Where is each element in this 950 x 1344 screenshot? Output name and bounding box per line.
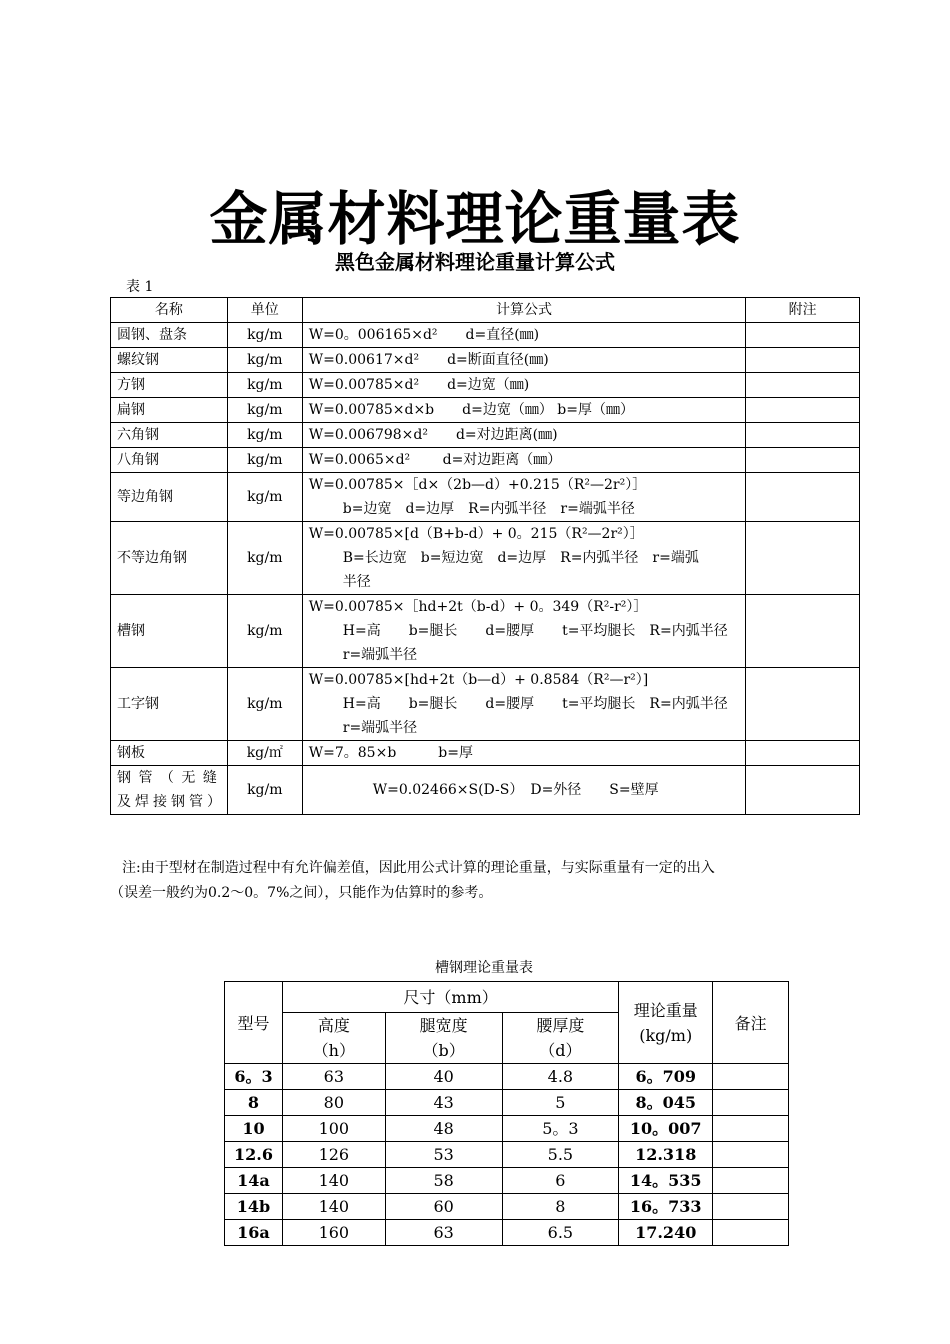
formula-line: W=0.00785×［d×（2b—d）+0.215（R²—2r²）］ bbox=[308, 477, 647, 493]
formula-legend: 半径 bbox=[342, 574, 371, 590]
formula-line: W=0。006165×d² d=直径(㎜) bbox=[308, 327, 540, 343]
table-row bbox=[225, 1168, 789, 1194]
footnote bbox=[110, 856, 850, 906]
formula-line: W=0.00785×［hd+2t（b-d）+ 0。349（R²-r²）］ bbox=[308, 599, 648, 615]
header-height-label: 高度 bbox=[317, 1016, 350, 1035]
model-cell: 14b bbox=[225, 1194, 283, 1220]
leg-cell: 40 bbox=[385, 1064, 502, 1090]
material-name: 钢板 bbox=[111, 741, 228, 766]
page-title: 金属材料理论重量表 bbox=[209, 185, 741, 253]
formula-cell bbox=[302, 473, 745, 522]
weight-cell: 16。733 bbox=[619, 1194, 713, 1220]
note-cell bbox=[746, 448, 860, 473]
material-name: 六角钢 bbox=[111, 423, 228, 448]
model-cell: 14a bbox=[225, 1168, 283, 1194]
unit-cell: kg/m bbox=[227, 398, 302, 423]
model-cell: 16a bbox=[225, 1220, 283, 1246]
unit-cell: kg/m bbox=[227, 348, 302, 373]
formula-line: W=0.00785×d×b d=边宽（㎜） b=厚（㎜） bbox=[308, 402, 634, 418]
unit-cell: kg/m bbox=[227, 323, 302, 348]
table-row bbox=[111, 766, 860, 815]
header-weight bbox=[619, 982, 713, 1064]
unit-cell: kg/m bbox=[227, 522, 302, 595]
formula-cell bbox=[302, 373, 745, 398]
formula-legend: r=端弧半径 bbox=[342, 647, 418, 663]
header-note: 附注 bbox=[746, 298, 860, 323]
channel-table-caption: 槽钢理论重量表 bbox=[435, 960, 533, 976]
header-waist-label: 腰厚度 bbox=[536, 1016, 585, 1035]
height-cell: 126 bbox=[282, 1142, 385, 1168]
unit-cell: kg/m bbox=[227, 473, 302, 522]
waist-cell: 5 bbox=[502, 1090, 619, 1116]
table-row bbox=[111, 522, 860, 595]
model-cell: 10 bbox=[225, 1116, 283, 1142]
header-waist-symbol: （d） bbox=[539, 1041, 582, 1060]
formula-legend: b=边宽 d=边厚 R=内弧半径 r=端弧半径 bbox=[342, 501, 635, 517]
header-height bbox=[282, 1013, 385, 1064]
table-row bbox=[111, 448, 860, 473]
unit-cell: kg/m bbox=[227, 668, 302, 741]
header-weight-unit: (kg/m) bbox=[639, 1025, 693, 1045]
waist-cell: 6.5 bbox=[502, 1220, 619, 1246]
weight-cell: 6。709 bbox=[619, 1064, 713, 1090]
unit-cell: kg/㎡ bbox=[227, 741, 302, 766]
waist-cell: 5。3 bbox=[502, 1116, 619, 1142]
leg-cell: 53 bbox=[385, 1142, 502, 1168]
formula-legend: H=高 b=腿长 d=腰厚 t=平均腿长 R=内弧半径 bbox=[342, 623, 728, 639]
table-row bbox=[111, 373, 860, 398]
table-row bbox=[111, 323, 860, 348]
note-cell bbox=[746, 595, 860, 668]
header-waist bbox=[502, 1013, 619, 1064]
formula-line: W=0.02466×S(D-S） D=外径 S=壁厚 bbox=[372, 782, 659, 798]
formula-cell bbox=[302, 595, 745, 668]
formula-legend: r=端弧半径 bbox=[342, 720, 418, 736]
formula-legend: H=高 b=腿长 d=腰厚 t=平均腿长 R=内弧半径 bbox=[342, 696, 728, 712]
unit-cell: kg/m bbox=[227, 373, 302, 398]
footnote-line: （误差一般约为0.2～0。7%之间），只能作为估算时的参考。 bbox=[110, 885, 493, 901]
formula-line: W=0.0065×d² d=对边距离（㎜） bbox=[308, 452, 562, 468]
waist-cell: 5.5 bbox=[502, 1142, 619, 1168]
material-name: 不等边角钢 bbox=[111, 522, 228, 595]
formula-line: W=0.00785×[hd+2t（b—d）+ 0.8584（R²—r²）] bbox=[308, 672, 649, 688]
table-row bbox=[111, 348, 860, 373]
material-name: 方钢 bbox=[111, 373, 228, 398]
table-row bbox=[111, 741, 860, 766]
material-name: 扁钢 bbox=[111, 398, 228, 423]
table-row bbox=[225, 1116, 789, 1142]
height-cell: 140 bbox=[282, 1194, 385, 1220]
formula-line: W=0.00617×d² d=断面直径(㎜) bbox=[308, 352, 549, 368]
height-cell: 160 bbox=[282, 1220, 385, 1246]
note-cell bbox=[746, 668, 860, 741]
formula-cell bbox=[302, 398, 745, 423]
unit-cell: kg/m bbox=[227, 766, 302, 815]
note-cell bbox=[746, 473, 860, 522]
table-row bbox=[111, 473, 860, 522]
height-cell: 80 bbox=[282, 1090, 385, 1116]
remark-cell bbox=[713, 1090, 789, 1116]
formula-line: W=7。85×b b=厚 bbox=[308, 745, 473, 761]
note-cell bbox=[746, 323, 860, 348]
waist-cell: 8 bbox=[502, 1194, 619, 1220]
formula-table-header-row bbox=[111, 298, 860, 323]
leg-cell: 48 bbox=[385, 1116, 502, 1142]
note-cell bbox=[746, 423, 860, 448]
formula-line: W=0.00785×[d（B+b-d）+ 0。215（R²—2r²）］ bbox=[308, 526, 644, 542]
header-size: 尺寸（mm） bbox=[282, 982, 618, 1013]
material-name: 螺纹钢 bbox=[111, 348, 228, 373]
model-cell: 8 bbox=[225, 1090, 283, 1116]
channel-weight-table bbox=[224, 981, 789, 1246]
leg-cell: 43 bbox=[385, 1090, 502, 1116]
formula-cell bbox=[302, 448, 745, 473]
table-row bbox=[111, 668, 860, 741]
header-name: 名称 bbox=[111, 298, 228, 323]
height-cell: 63 bbox=[282, 1064, 385, 1090]
formula-legend: B=长边宽 b=短边宽 d=边厚 R=内弧半径 r=端弧 bbox=[342, 550, 699, 566]
table-row bbox=[225, 1090, 789, 1116]
material-name: 圆钢、盘条 bbox=[111, 323, 228, 348]
page-subtitle: 黑色金属材料理论重量计算公式 bbox=[335, 250, 615, 274]
header-leg-label: 腿宽度 bbox=[419, 1016, 468, 1035]
footnote-line: 注:由于型材在制造过程中有允许偏差值，因此用公式计算的理论重量，与实际重量有一定的出入 bbox=[122, 860, 715, 876]
header-weight-label: 理论重量 bbox=[633, 1000, 698, 1020]
unit-cell: kg/m bbox=[227, 595, 302, 668]
formula-line: W=0.00785×d² d=边宽（㎜) bbox=[308, 377, 530, 393]
weight-cell: 17.240 bbox=[619, 1220, 713, 1246]
formula-table bbox=[110, 297, 860, 815]
header-model: 型号 bbox=[225, 982, 283, 1064]
unit-cell: kg/m bbox=[227, 448, 302, 473]
note-cell bbox=[746, 373, 860, 398]
table-row bbox=[111, 595, 860, 668]
material-name: 钢管（无缝及焊接钢管） bbox=[111, 766, 228, 815]
remark-cell bbox=[713, 1064, 789, 1090]
weight-cell: 14。535 bbox=[619, 1168, 713, 1194]
formula-cell bbox=[302, 423, 745, 448]
table-row bbox=[225, 1064, 789, 1090]
material-name: 槽钢 bbox=[111, 595, 228, 668]
header-remark: 备注 bbox=[713, 982, 789, 1064]
height-cell: 100 bbox=[282, 1116, 385, 1142]
remark-cell bbox=[713, 1220, 789, 1246]
material-name: 等边角钢 bbox=[111, 473, 228, 522]
leg-cell: 60 bbox=[385, 1194, 502, 1220]
table-row bbox=[225, 1194, 789, 1220]
leg-cell: 63 bbox=[385, 1220, 502, 1246]
remark-cell bbox=[713, 1142, 789, 1168]
header-unit: 单位 bbox=[227, 298, 302, 323]
formula-cell bbox=[302, 522, 745, 595]
table-row bbox=[225, 1142, 789, 1168]
formula-cell bbox=[302, 348, 745, 373]
note-cell bbox=[746, 741, 860, 766]
note-cell bbox=[746, 348, 860, 373]
weight-cell: 12.318 bbox=[619, 1142, 713, 1168]
note-cell bbox=[746, 398, 860, 423]
weight-cell: 8。045 bbox=[619, 1090, 713, 1116]
header-leg bbox=[385, 1013, 502, 1064]
remark-cell bbox=[713, 1168, 789, 1194]
remark-cell bbox=[713, 1116, 789, 1142]
model-cell: 12.6 bbox=[225, 1142, 283, 1168]
remark-cell bbox=[713, 1194, 789, 1220]
height-cell: 140 bbox=[282, 1168, 385, 1194]
formula-cell bbox=[302, 766, 745, 815]
header-formula: 计算公式 bbox=[302, 298, 745, 323]
table-number-label: 表 1 bbox=[126, 279, 154, 295]
weight-cell: 10。007 bbox=[619, 1116, 713, 1142]
material-name: 八角钢 bbox=[111, 448, 228, 473]
formula-cell bbox=[302, 741, 745, 766]
material-name: 工字钢 bbox=[111, 668, 228, 741]
formula-cell bbox=[302, 668, 745, 741]
waist-cell: 4.8 bbox=[502, 1064, 619, 1090]
header-height-symbol: （h） bbox=[312, 1041, 355, 1060]
model-cell: 6。3 bbox=[225, 1064, 283, 1090]
formula-line: W=0.006798×d² d=对边距离(㎜) bbox=[308, 427, 558, 443]
note-cell bbox=[746, 766, 860, 815]
table-row bbox=[111, 398, 860, 423]
note-cell bbox=[746, 522, 860, 595]
formula-cell bbox=[302, 323, 745, 348]
header-leg-symbol: （b） bbox=[422, 1041, 465, 1060]
waist-cell: 6 bbox=[502, 1168, 619, 1194]
table-row bbox=[111, 423, 860, 448]
leg-cell: 58 bbox=[385, 1168, 502, 1194]
unit-cell: kg/m bbox=[227, 423, 302, 448]
table-row bbox=[225, 1220, 789, 1246]
